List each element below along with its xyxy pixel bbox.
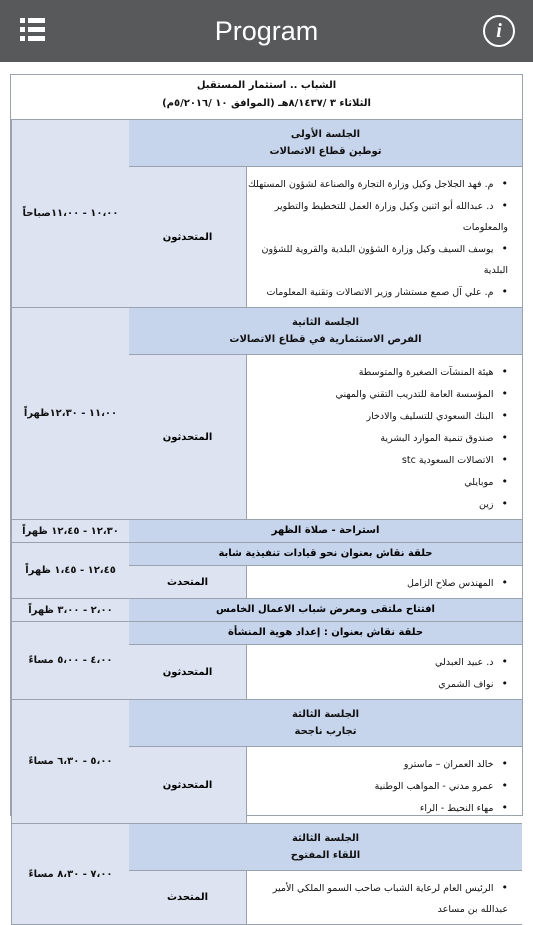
session-line: الجلسة الأولى (290, 129, 361, 140)
speakers-list (247, 645, 522, 699)
session-line: تجارب ناجحة (294, 726, 357, 737)
session-line: اللقاء المفتوح (290, 850, 361, 861)
session-line: توطين قطاع الاتصالات (269, 146, 382, 157)
speakers-list (247, 355, 522, 519)
speakers-label: المتحدث (129, 566, 247, 598)
speakers-list (247, 167, 522, 307)
speakers-block (129, 644, 522, 699)
row-content (129, 120, 522, 307)
session-line: الجلسة الثالثة (291, 709, 360, 720)
speakers-block (129, 166, 522, 307)
program-document (10, 74, 523, 915)
schedule-row (11, 520, 522, 543)
info-icon[interactable]: i (483, 15, 515, 47)
speaker-item: • يوسف السيف وكيل وزارة الشؤون البلدية والقروية للشؤون البلدية (247, 238, 508, 281)
speaker-item: • الاتصالات السعودية stc (247, 449, 508, 471)
speaker-item: • خالد العمران – ماسترو (247, 753, 508, 775)
speaker-item: • م. علي آل صمع مستشار وزير الاتصالات وتقنية المعلومات (247, 281, 508, 303)
speaker-item: • الرئيس العام لرعاية الشباب صاحب السمو الملكي الأمير عبدالله بن مساعد (247, 877, 508, 920)
row-title: افتتاح ملتقى ومعرض شباب الاعمال الخامس (129, 599, 522, 621)
row-content (129, 700, 522, 823)
time-cell: ١٢،٣٠ - ١٢،٤٥ ظهراً (11, 520, 129, 542)
row-content (129, 599, 522, 621)
row-content (129, 824, 522, 924)
time-cell: ٧،٠٠ - ٨،٣٠ مساءً (11, 824, 129, 924)
schedule-row (11, 599, 522, 622)
row-content (129, 308, 522, 519)
program-date: الثلاثاء ٣ /٨/١٤٣٧هـ (الموافق ١٠ /٥/٢٠١٦م) (162, 98, 371, 109)
session-title (129, 700, 522, 746)
speaker-item: • المهندس صلاح الزامل (247, 572, 508, 594)
program-title: الشباب .. استثمار المستقبل (196, 80, 337, 91)
row-content (129, 622, 522, 699)
speakers-label: المتحدثون (129, 747, 247, 823)
time-cell: ٤،٠٠ - ٥،٠٠ مساءً (11, 622, 129, 699)
row-title: حلقة نقاش بعنوان نحو قيادات تنفيذية شابة (129, 543, 522, 565)
session-title (129, 120, 522, 166)
speaker-item: • د. عبيد العبدلي (247, 651, 508, 673)
speaker-item: • م. فهد الجلاجل وكيل وزارة التجارة والصناعة لشؤون المستهلك (247, 173, 508, 195)
row-title: استراحة - صلاة الظهر (129, 520, 522, 542)
speakers-label: المتحدثون (129, 645, 247, 699)
schedule-row (11, 308, 522, 520)
schedule-row (11, 120, 522, 308)
schedule-row (11, 700, 522, 824)
speakers-label: المتحدث (129, 871, 247, 924)
speaker-item: • موبايلي (247, 471, 508, 493)
speakers-label: المتحدثون (129, 355, 247, 519)
time-cell: ١٢،٤٥ - ١،٤٥ ظهراً (11, 543, 129, 598)
speaker-item: • المؤسسة العامة للتدريب التقني والمهني (247, 383, 508, 405)
time-cell: ١٠،٠٠ - ١١،٠٠صباحاً (11, 120, 129, 307)
speakers-block (129, 354, 522, 519)
speaker-item: • هيئة المنشآت الصغيرة والمتوسطة (247, 361, 508, 383)
time-cell: ١١،٠٠ - ١٢،٣٠ظهراً (11, 308, 129, 519)
speakers-block (129, 746, 522, 823)
schedule-row (11, 622, 522, 700)
row-content (129, 520, 522, 542)
speakers-list (247, 747, 522, 823)
app-title: Program (214, 16, 319, 46)
top-bar (0, 0, 533, 62)
time-cell: ٥،٠٠ - ٦،٣٠ مساءً (11, 700, 129, 823)
speaker-item: • زين (247, 493, 508, 515)
speaker-item: • د. عبدالله أبو اثنين وكيل وزارة العمل للتخطيط والتطوير والمعلومات (247, 195, 508, 238)
row-title: حلقة نقاش بعنوان : إعداد هوية المنشأة (129, 622, 522, 644)
speaker-item: • عمرو مدني - المواهب الوطنية (247, 775, 508, 797)
schedule-table (11, 120, 522, 925)
session-line: الفرص الاستثمارية في قطاع الاتصالات (229, 334, 422, 345)
speakers-block (129, 565, 522, 598)
session-title (129, 824, 522, 870)
speakers-list (247, 871, 522, 924)
speaker-item: • البنك السعودي للتسليف والادخار (247, 405, 508, 427)
session-line: الجلسة الثانية (291, 317, 360, 328)
speaker-item: • مهاء النحيط - الراء (247, 797, 508, 819)
program-header (11, 75, 522, 120)
speaker-item: • صندوق تنمية الموارد البشرية (247, 427, 508, 449)
speakers-label: المتحدثون (129, 167, 247, 307)
time-cell: ٢،٠٠ - ٣،٠٠ ظهراً (11, 599, 129, 621)
session-line: الجلسة الثالثة (291, 833, 360, 844)
speaker-item: • نواف الشمري (247, 673, 508, 695)
schedule-row (11, 824, 522, 925)
session-title (129, 308, 522, 354)
schedule-row (11, 543, 522, 599)
speakers-list (247, 566, 522, 598)
row-content (129, 543, 522, 598)
speakers-block (129, 870, 522, 924)
